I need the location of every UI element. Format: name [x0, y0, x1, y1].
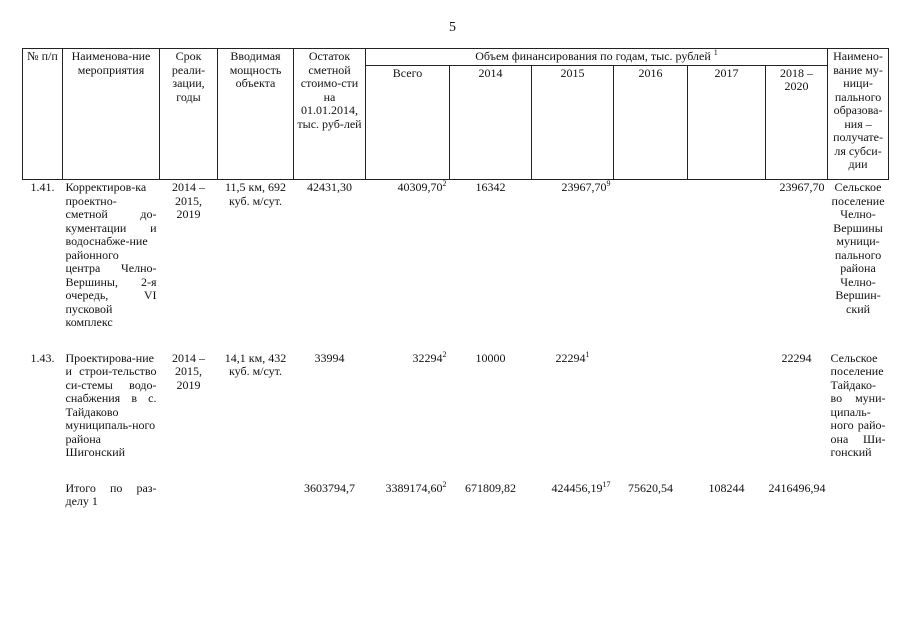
row-2015: [532, 351, 614, 461]
row-recipient: Сельское поселение Тайдако-во муни-ципаль-ного райо-она Ши-гонский: [830, 350, 886, 459]
totals-term: [160, 481, 218, 510]
row-2015-value: 22294: [555, 350, 586, 365]
table-row: [23, 351, 889, 461]
row-name: Корректиров-ка проектно-сметной до-кументации и водоснабже-ние районного центра Челно-Вершины, 2-я очередь, VI пусковой комплекс: [65, 180, 157, 329]
totals-row: [23, 481, 889, 510]
totals-2018-2020: 2416496,94: [768, 480, 826, 495]
row-recipient: Сельское поселение Челно-Вершины муници-пального района Челно-Вершин-ский: [831, 180, 885, 316]
footnote-mark: 17: [602, 479, 611, 489]
footnote-mark: 2: [442, 179, 447, 188]
row-term: 2014 – 2015, 2019: [172, 180, 205, 221]
row-2015-value: 23967,70: [561, 180, 607, 194]
header-2018-2020: 2018 – 2020: [766, 65, 828, 180]
header-2014: 2014: [450, 65, 532, 180]
financing-table: [22, 48, 889, 510]
row-2015: [532, 180, 614, 331]
totals-2015-value: 424456,19: [551, 480, 603, 495]
header-funding-group-footnote: 1: [713, 48, 718, 57]
row-num: 1.43.: [30, 350, 55, 365]
row-total-value: 40309,70: [397, 180, 443, 194]
totals-2016: 75620,54: [628, 480, 673, 495]
header-name: Наименова-ние мероприятия: [63, 49, 160, 180]
row-2018-2020: 23967,70: [779, 180, 825, 194]
header-total: Всего: [366, 65, 450, 180]
row-total: [366, 351, 450, 461]
row-capacity: 11,5 км, 692 куб. м/сут.: [225, 180, 286, 208]
row-2016: [614, 351, 688, 461]
header-remainder: Остаток сметной стоимо-сти на 01.01.2014, тыс. руб-лей: [294, 49, 366, 180]
row-name: Проектирова-ние и строи-тельство си-стемы водо-снабжения в с. Тайдаково муниципаль-ного района Шигонский: [65, 350, 157, 459]
row-2014: 16342: [475, 180, 506, 194]
row-2017: [688, 180, 766, 331]
totals-label: Итого по раз-делу 1: [65, 480, 157, 508]
footnote-mark: 9: [606, 179, 611, 188]
header-capacity: Вводимая мощность объекта: [218, 49, 294, 180]
row-2018-2020: 22294: [781, 350, 812, 365]
header-funding-group-text: Объем финансирования по годам, тыс. рублей: [475, 49, 711, 63]
row-remainder: 42431,30: [307, 180, 352, 194]
header-2015: 2015: [532, 65, 614, 180]
totals-capacity: [218, 481, 294, 510]
row-2014: 10000: [475, 350, 506, 365]
header-term: Срок реали-зации, годы: [160, 49, 218, 180]
row-capacity: 14,1 км, 432 куб. м/сут.: [224, 350, 287, 378]
row-spacer: [23, 331, 889, 351]
table-row: [23, 180, 889, 331]
header-recipient: Наимено-вание му-ници-пального образова-ния – получате-ля субси-дии: [828, 49, 889, 180]
row-term: 2014 – 2015, 2019: [172, 350, 205, 392]
row-total: [366, 180, 450, 331]
footnote-mark: 2: [442, 349, 447, 359]
totals-2017: 108244: [708, 480, 745, 495]
table-header: [23, 49, 889, 180]
totals-total: [366, 481, 450, 510]
footnote-mark: 2: [442, 479, 447, 489]
totals-2015: [532, 481, 614, 510]
totals-recipient: [828, 481, 889, 510]
header-funding-group: [366, 49, 828, 66]
row-spacer: [23, 461, 889, 481]
row-remainder: 33994: [314, 350, 345, 365]
totals-remainder: 3603794,7: [304, 480, 355, 495]
page-number: 5: [449, 20, 456, 35]
totals-total-value: 3389174,60: [385, 480, 443, 495]
row-num: 1.41.: [30, 180, 55, 194]
totals-num: [23, 481, 63, 510]
totals-2014: 671809,82: [465, 480, 516, 495]
header-2017: 2017: [688, 65, 766, 180]
row-2016: [614, 180, 688, 331]
footnote-mark: 1: [585, 349, 590, 359]
header-2016: 2016: [614, 65, 688, 180]
header-num: № п/п: [23, 49, 63, 180]
row-2017: [688, 351, 766, 461]
row-total-value: 32294: [412, 350, 443, 365]
